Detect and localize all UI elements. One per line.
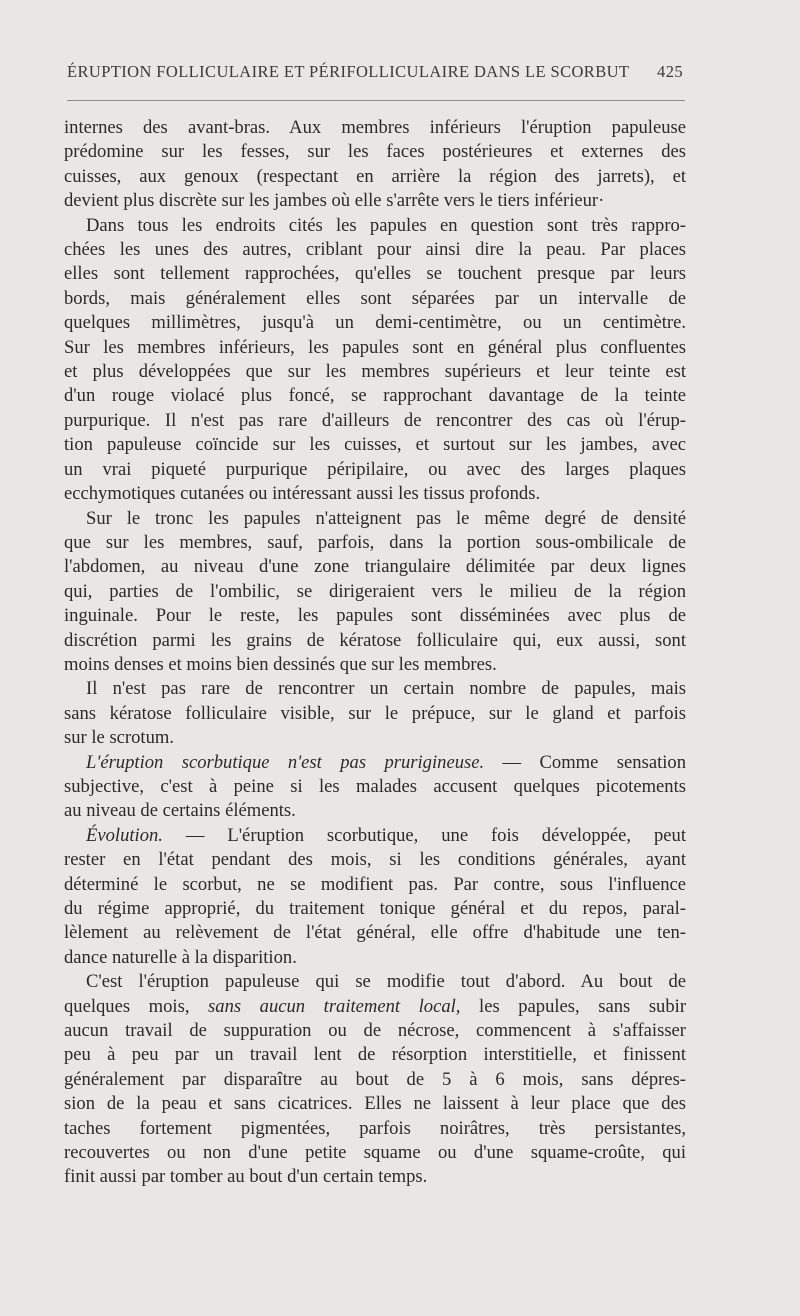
text-line: Dans tous les endroits cités les papules en question sont très rappro- bbox=[86, 214, 686, 236]
text-run: les papules, sans subir bbox=[460, 995, 687, 1017]
italic-lead: Évolution. bbox=[86, 824, 163, 846]
paragraph bbox=[64, 970, 686, 1190]
text-line: tion papuleuse coïncide sur les cuisses, et surtout sur les jambes, avec bbox=[64, 434, 686, 456]
text-line: un vrai piqueté purpurique péripilaire, ou avec des larges plaques bbox=[64, 458, 686, 480]
text-line: l'abdomen, au niveau d'une zone triangulaire délimitée par deux lignes bbox=[64, 556, 686, 578]
text-line: qui, parties de l'ombilic, se dirigeraient vers le milieu de la région bbox=[64, 580, 686, 602]
text-line: C'est l'éruption papuleuse qui se modifie tout d'abord. Au bout de bbox=[86, 971, 686, 993]
text-line: quelques millimètres, jusqu'à un demi-centimètre, ou un centimètre. bbox=[64, 312, 686, 334]
text-line: chées les unes des autres, criblant pour ainsi dire la peau. Par places bbox=[64, 239, 686, 261]
text-line: cuisses, aux genoux (respectant en arrière la région des jarrets), et bbox=[64, 165, 686, 187]
text-line: lèlement au relèvement de l'état général, elle offre d'habitude une ten- bbox=[64, 922, 686, 944]
running-head bbox=[67, 62, 683, 82]
paragraph bbox=[64, 116, 686, 214]
paragraph bbox=[64, 677, 686, 750]
running-title: ÉRUPTION FOLLICULAIRE ET PÉRIFOLLICULAIRE DANS LE SCORBUT bbox=[67, 62, 630, 81]
text-run: — Comme sensation bbox=[484, 751, 686, 773]
text-line bbox=[64, 995, 686, 1019]
text-line: internes des avant-bras. Aux membres inférieurs l'éruption papuleuse bbox=[64, 117, 686, 138]
paragraph bbox=[64, 824, 686, 970]
text-line: que sur les membres, sauf, parfois, dans la portion sous-ombilicale de bbox=[64, 531, 686, 553]
text-line: sur le scrotum. bbox=[64, 727, 174, 749]
text-line: et plus développées que sur les membres supérieurs et leur teinte est bbox=[64, 361, 686, 383]
text-run: — L'éruption scorbutique, une fois développée, peut bbox=[162, 824, 686, 846]
text-line: taches fortement pigmentées, parfois noirâtres, très persistantes, bbox=[64, 1117, 686, 1139]
text-line: inguinale. Pour le reste, les papules sont disséminées avec plus de bbox=[64, 605, 686, 627]
text-line: Il n'est pas rare de rencontrer un certain nombre de papules, mais bbox=[86, 678, 686, 700]
text-line: d'un rouge violacé plus foncé, se rapprochant davantage de la teinte bbox=[64, 385, 686, 407]
text-line: rester en l'état pendant des mois, si les conditions générales, ayant bbox=[64, 849, 686, 871]
text-line: subjective, c'est à peine si les malades accusent quelques picotements bbox=[64, 775, 686, 797]
text-line: peu à peu par un travail lent de résorption interstitielle, et finissent bbox=[64, 1044, 686, 1066]
text-line: prédomine sur les fesses, sur les faces postérieures et externes des bbox=[64, 141, 686, 163]
text-line: sans kératose folliculaire visible, sur le prépuce, sur le gland et parfois bbox=[64, 702, 686, 724]
text-line: déterminé le scorbut, ne se modifient pas. Par contre, sous l'influence bbox=[64, 873, 686, 895]
header-rule bbox=[67, 100, 685, 101]
text-run: quelques mois, bbox=[64, 995, 209, 1017]
text-line: bords, mais généralement elles sont séparées par un intervalle de bbox=[64, 287, 686, 309]
text-line: dance naturelle à la disparition. bbox=[64, 946, 297, 968]
italic-lead: L'éruption scorbutique n'est pas prurigineuse. bbox=[86, 751, 485, 773]
text-line: ecchymotiques cutanées ou intéressant aussi les tissus profonds. bbox=[64, 483, 541, 505]
text-line: sion de la peau et sans cicatrices. Elles ne laissent à leur place que des bbox=[64, 1093, 686, 1115]
text-line: purpurique. Il n'est pas rare d'ailleurs de rencontrer des cas où l'érup- bbox=[64, 409, 686, 431]
italic-phrase: sans aucun traitement local, bbox=[208, 995, 461, 1017]
text-line: elles sont tellement rapprochées, qu'elles se touchent presque par leurs bbox=[64, 263, 686, 285]
text-line bbox=[64, 824, 686, 848]
text-line: moins denses et moins bien dessinés que sur les membres. bbox=[64, 653, 497, 675]
text-line: du régime approprié, du traitement tonique général et du repos, paral- bbox=[64, 898, 686, 919]
text-line: Sur le tronc les papules n'atteignent pas le même degré de densité bbox=[86, 507, 686, 529]
page-number: 425 bbox=[657, 62, 683, 81]
text-line bbox=[64, 751, 686, 775]
text-line: Sur les membres inférieurs, les papules sont en général plus confluentes bbox=[64, 336, 686, 358]
text-line: devient plus discrète sur les jambes où elle s'arrête vers le tiers inférieur· bbox=[64, 190, 605, 212]
text-line: recouvertes ou non d'une petite squame ou d'une squame-croûte, qui bbox=[64, 1142, 686, 1164]
body-text bbox=[64, 116, 686, 1190]
text-line: discrétion parmi les grains de kératose folliculaire qui, eux aussi, sont bbox=[64, 629, 686, 651]
paragraph bbox=[64, 751, 686, 824]
text-line: généralement par disparaître au bout de 5 à 6 mois, sans dépres- bbox=[64, 1068, 686, 1090]
text-line: au niveau de certains éléments. bbox=[64, 800, 296, 822]
text-line: finit aussi par tomber au bout d'un certain temps. bbox=[64, 1166, 428, 1188]
text-line: aucun travail de suppuration ou de nécrose, commencent à s'affaisser bbox=[64, 1020, 686, 1042]
paragraph bbox=[64, 507, 686, 678]
paragraph bbox=[64, 214, 686, 507]
